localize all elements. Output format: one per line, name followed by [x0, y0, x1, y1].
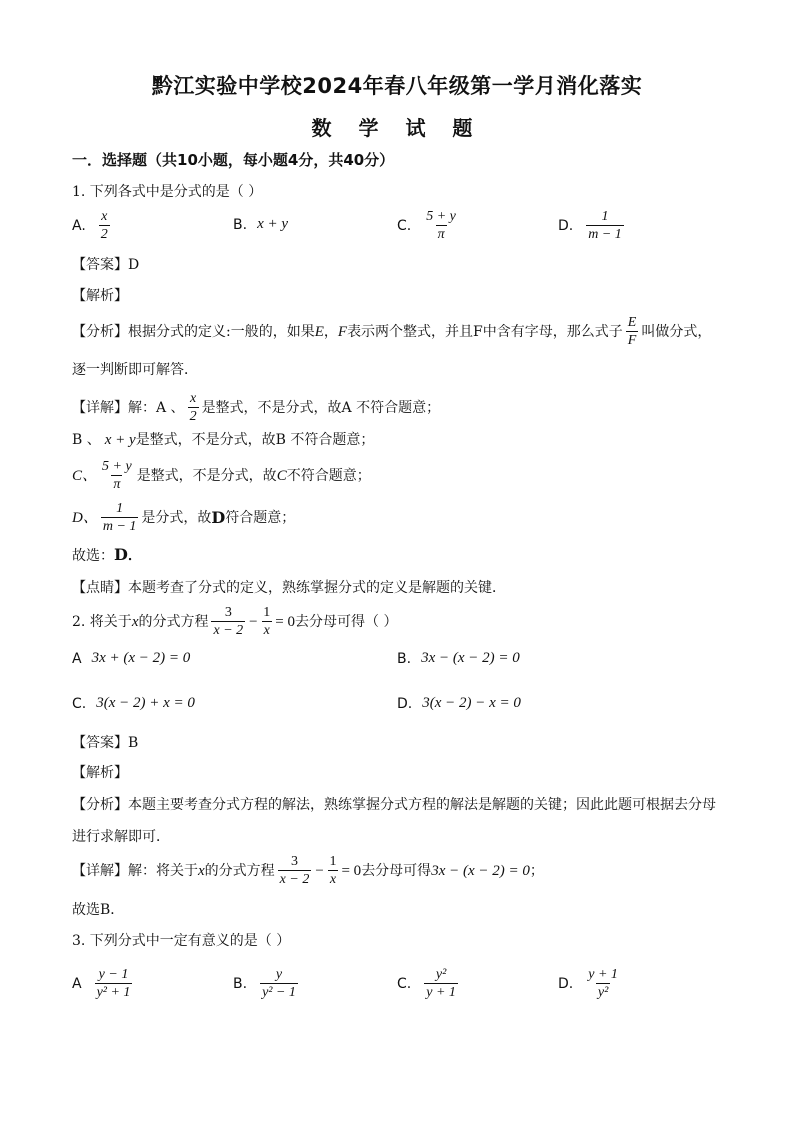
choose-answer: D — [114, 545, 128, 564]
option-label: C. — [397, 975, 412, 992]
numerator: 1 — [263, 605, 271, 620]
expression: x + y — [257, 216, 288, 232]
q1-option-c — [397, 208, 461, 243]
variable-c: C — [276, 467, 287, 484]
text: 是整式，不是分式，故 — [136, 467, 277, 484]
text: 【详解】解：A 、 — [72, 399, 185, 416]
q1-fenxi-line2: 逐一判断即可解答． — [72, 362, 198, 378]
option-label: A. — [72, 217, 86, 234]
q1-detail-b — [72, 430, 374, 450]
denominator: x − 2 — [213, 623, 244, 638]
numerator: 3 — [224, 605, 232, 620]
option-label: B. — [233, 216, 248, 233]
denominator: x — [329, 872, 337, 887]
denominator: m − 1 — [102, 519, 137, 534]
q2-analysis-tag: 【解析】 — [72, 765, 128, 781]
numerator: E — [627, 315, 637, 330]
q2-fenxi-line1: 【分析】本题主要考查分式方程的解法，熟练掌握分式方程的解法是解题的关键；因此此题可根据去分母 — [72, 797, 716, 813]
fraction — [100, 458, 134, 493]
q1-fenxi-line1 — [72, 314, 711, 349]
denominator: x — [263, 623, 270, 638]
variable-d: D — [211, 507, 226, 527]
text: 去分母可得 — [361, 862, 432, 879]
text: C、 — [72, 467, 98, 484]
numerator: x — [101, 209, 108, 224]
fraction — [260, 966, 298, 1001]
option-label: D. — [397, 695, 413, 712]
denominator: F — [627, 333, 637, 348]
q1-analysis-tag: 【解析】 — [72, 288, 128, 304]
fraction — [101, 500, 139, 535]
q2-detail — [72, 853, 544, 888]
expression: 3x − (x − 2) = 0 — [421, 650, 520, 666]
numerator: 3 — [291, 854, 298, 869]
denominator: m − 1 — [588, 227, 622, 242]
section-heading: 一．选择题（共10小题，每小题4分，共40分） — [72, 151, 395, 169]
denominator: π — [113, 477, 121, 492]
option-label: D. — [558, 217, 574, 234]
fraction — [99, 208, 110, 243]
text: 2. 将关于 — [72, 613, 132, 630]
denominator: π — [437, 227, 445, 242]
q1-option-b — [233, 216, 288, 233]
text: ； — [529, 862, 544, 879]
q3-option-b — [233, 966, 301, 1001]
fraction — [626, 314, 639, 349]
denominator: y² − 1 — [262, 985, 296, 1000]
q1-dianjing: 【点睛】本题考查了分式的定义，熟练掌握分式的定义是解题的关键． — [72, 580, 506, 596]
variable-x: x — [198, 862, 205, 879]
text: ． — [127, 548, 142, 564]
option-label: A — [72, 975, 82, 992]
q1-detail-c — [72, 458, 371, 493]
q1-answer: 【答案】D — [72, 257, 140, 273]
text: B 、 — [72, 432, 101, 448]
q1-stem: 1. 下列各式中是分式的是（ ） — [72, 184, 263, 200]
text: ， — [323, 323, 338, 340]
q2-choose: 故选B． — [72, 902, 125, 918]
equals-zero: = 0 — [341, 862, 362, 879]
fraction — [424, 208, 458, 243]
numerator: y² — [435, 967, 447, 982]
option-label: A — [72, 650, 82, 667]
expression: 3(x − 2) + x = 0 — [96, 695, 195, 711]
q2-option-c — [72, 695, 195, 712]
numerator: 1 — [116, 501, 124, 516]
numerator: 1 — [601, 209, 609, 224]
fraction — [278, 853, 312, 888]
option-label: C. — [397, 217, 412, 234]
denominator: y² — [597, 985, 609, 1000]
numerator: y − 1 — [98, 967, 129, 982]
fraction — [586, 966, 620, 1001]
denominator: y² + 1 — [96, 985, 131, 1000]
numerator: y + 1 — [588, 967, 618, 982]
variable-e: E — [314, 323, 324, 340]
q3-option-c — [397, 966, 461, 1001]
denominator: 2 — [189, 409, 197, 424]
q2-option-a — [72, 650, 190, 667]
q2-option-d — [397, 695, 521, 712]
text: 【详解】解：将关于 — [72, 862, 198, 879]
text: 不符合题意； — [286, 467, 371, 484]
q1-detail-d — [72, 500, 295, 535]
fraction — [424, 966, 458, 1001]
subject-title: 数 学 试 题 — [311, 116, 483, 140]
numerator: x — [189, 391, 197, 406]
fraction — [327, 853, 338, 888]
fraction — [261, 604, 272, 639]
fraction — [188, 390, 199, 425]
minus-sign: − — [314, 862, 325, 879]
option-label: D. — [558, 975, 574, 992]
text: 符合题意； — [225, 509, 296, 526]
expression: 3(x − 2) − x = 0 — [422, 695, 521, 711]
text: 叫做分式， — [641, 323, 712, 340]
option-label: C. — [72, 695, 87, 712]
denominator: x − 2 — [279, 872, 310, 887]
denominator: 2 — [100, 227, 108, 242]
text: D、 — [72, 509, 98, 526]
equals-zero: = 0 — [275, 613, 295, 630]
text: 是整式，不是分式，故A 不符合题意； — [201, 399, 441, 416]
q1-option-a — [72, 208, 113, 243]
school-title: 黔江实验中学校2024年春八年级第一学月消化落实 — [151, 74, 643, 98]
q1-detail-a — [72, 390, 440, 425]
text: 表示两个整式，并且F中含有字母，那么式子 — [347, 323, 623, 340]
numerator: y — [275, 967, 283, 982]
option-label: B. — [397, 650, 412, 667]
denominator: y + 1 — [426, 985, 456, 1000]
q2-fenxi-line2: 进行求解即可． — [72, 829, 170, 845]
q3-option-d — [558, 966, 623, 1001]
variable-f: F — [337, 323, 348, 340]
text: 是整式，不是分式，故B 不符合题意； — [135, 432, 375, 448]
q1-option-d — [558, 208, 627, 243]
numerator: 5 + y — [102, 459, 132, 474]
variable-x: x — [131, 613, 139, 630]
text: 【分析】根据分式的定义:一般的，如果 — [72, 323, 315, 340]
q1-choose — [72, 545, 142, 566]
text: 是分式，故 — [141, 509, 212, 526]
numerator: 5 + y — [426, 209, 456, 224]
text: 的分式方程 — [138, 613, 209, 630]
numerator: 1 — [329, 854, 337, 869]
expression: x + y — [104, 432, 136, 448]
q3-option-a — [72, 966, 135, 1001]
q3-stem: 3. 下列分式中一定有意义的是（ ） — [72, 933, 291, 949]
minus-sign: − — [248, 613, 259, 630]
fraction — [586, 208, 624, 243]
text: 去分母可得（ ） — [295, 613, 398, 630]
q2-stem — [72, 604, 397, 639]
q2-answer: 【答案】B — [72, 735, 139, 751]
option-label: B. — [233, 975, 248, 992]
result-expression: 3x − (x − 2) = 0 — [431, 862, 530, 879]
fraction — [211, 604, 245, 639]
text: 故选： — [72, 548, 114, 564]
text: 的分式方程 — [204, 862, 275, 879]
q2-option-b — [397, 650, 520, 667]
fraction — [95, 966, 133, 1001]
expression: 3x + (x − 2) = 0 — [91, 650, 191, 666]
